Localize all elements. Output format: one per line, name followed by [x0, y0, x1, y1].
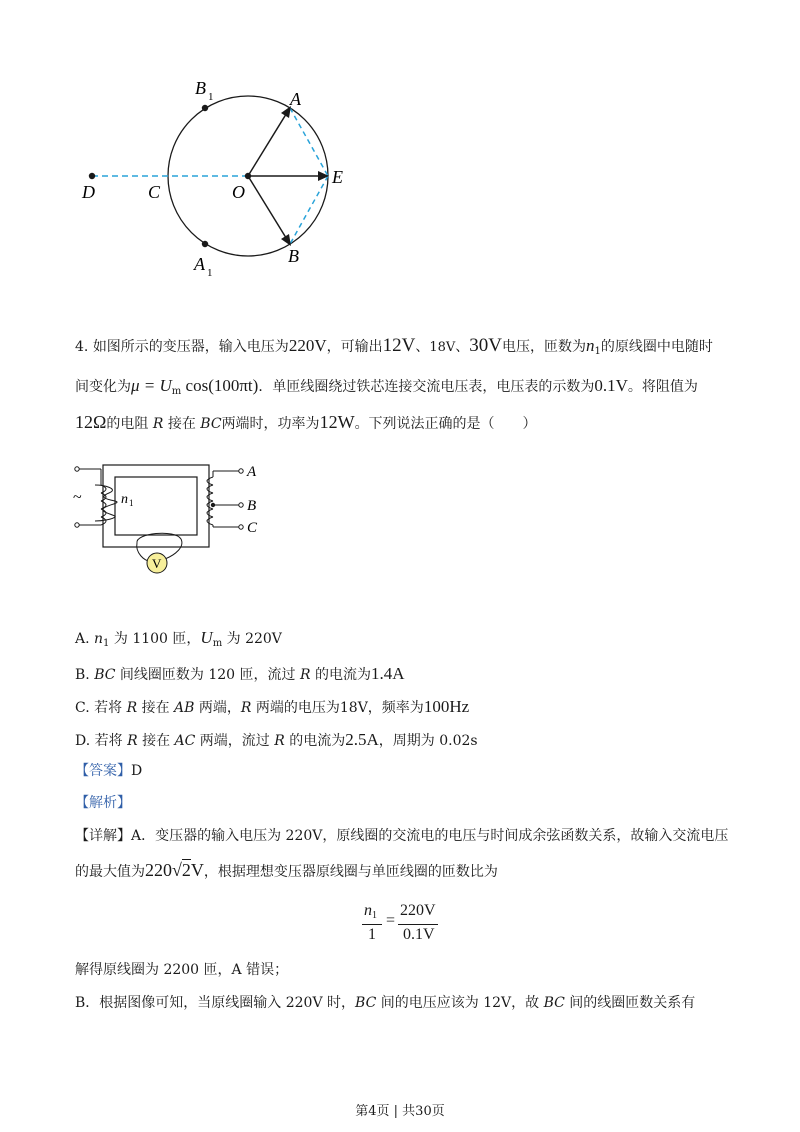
opt-var: AB [174, 700, 195, 716]
opt-text: ，周期为 0.02s [378, 733, 478, 749]
q-text: ，可输出 [326, 339, 383, 355]
q-math: 30V [469, 335, 502, 356]
q-math: n [586, 336, 595, 355]
page-footer [0, 1100, 800, 1119]
question-line-2 [75, 376, 725, 402]
detail-text: 间的线圈匝数关系有 [564, 995, 696, 1011]
label-tilde: ~ [73, 489, 82, 506]
q-text: 两端时，功率为 [221, 416, 320, 432]
q-text: 。下列说法正确的是（ ） [354, 416, 537, 432]
opt-var: R [127, 733, 138, 749]
q-var: BC [200, 416, 222, 432]
opt-sub: 1 [103, 638, 110, 649]
opt-math: 2.5A [345, 730, 379, 749]
q-math: 18V [429, 340, 456, 355]
opt-var: R [126, 700, 138, 716]
frac-num-left [364, 902, 377, 921]
terminal-c [239, 525, 243, 529]
label-a1-sub: 1 [207, 267, 213, 279]
point-o [245, 173, 251, 179]
label-terminal-c: C [247, 520, 258, 536]
q-text: 接在 [167, 416, 196, 432]
circle-vector-figure [60, 70, 380, 290]
voltmeter-label: V [152, 556, 162, 571]
detail-text: 的最大值为 [75, 864, 145, 880]
label-c: C [148, 182, 161, 202]
label-a: A [290, 89, 301, 109]
terminal-b [239, 503, 243, 507]
q-text: 如图所示的变压器，输入电压为 [92, 339, 289, 355]
opt-var: R [300, 667, 311, 683]
opt-text: D. 若将 [75, 733, 128, 749]
q-math: 220V [288, 336, 327, 355]
fraction-bar-left [362, 924, 382, 925]
opt-text: 接在 [137, 733, 175, 749]
vector-o-a [248, 111, 288, 176]
q-text: 、 [415, 339, 430, 355]
detail-line-1 [75, 826, 729, 846]
opt-sub: m [212, 638, 223, 649]
frac-den-left: 1 [368, 926, 376, 943]
q-math: 12V [382, 335, 416, 356]
label-b1: B [195, 78, 206, 98]
q-math: μ [131, 376, 140, 395]
opt-text: 为 1100 匝， [109, 631, 201, 647]
detail-math: 2 [181, 860, 191, 880]
q-math: 12Ω [75, 412, 107, 432]
label-b1-sub: 1 [208, 91, 214, 103]
opt-text: 为 220V [222, 631, 282, 647]
analysis-tag: 【解析】 [75, 795, 131, 811]
terminal-in-1 [75, 467, 79, 471]
terminal-in-2 [75, 523, 79, 527]
q-sub: m [171, 386, 182, 397]
sqrt-symbol: √ [172, 860, 182, 880]
primary-coil [95, 485, 117, 521]
tap-b-dot [211, 503, 215, 507]
q-text: 的原线圈中电随时 [600, 339, 713, 355]
answer-value: D [131, 763, 143, 779]
label-o: O [232, 182, 245, 202]
question-number: 4. [75, 339, 89, 355]
point-a1 [202, 241, 208, 247]
q-text: 电压，匝数为 [502, 339, 586, 355]
answer-tag: 【答案】 [75, 763, 131, 779]
point-d [89, 173, 95, 179]
option-a [75, 628, 725, 654]
opt-var: n [94, 631, 104, 647]
opt-text: 间线圈匝数为 120 匝，流过 [115, 667, 300, 683]
detail-var: BC [355, 995, 377, 1011]
opt-text: 的电流为 [284, 733, 346, 749]
frac-var: n [364, 902, 372, 919]
label-terminal-a: A [247, 464, 257, 480]
frac-den-right: 0.1V [403, 926, 435, 943]
label-n1-sub: 1 [129, 498, 134, 508]
opt-math: 1.4A [371, 664, 405, 683]
label-a1: A [194, 254, 205, 274]
fraction-bar-right [398, 924, 438, 925]
q-text: 的电阻 [106, 416, 149, 432]
opt-math: 100Hz [423, 697, 470, 716]
frac-num-right: 220V [400, 902, 436, 919]
opt-var: R [274, 733, 285, 749]
dashed-line-e-b [290, 176, 328, 244]
detail-text: 解得原线圈为 2200 匝，A 错误； [75, 962, 289, 978]
q-text: 、 [455, 339, 470, 355]
opt-text: C. 若将 [75, 700, 127, 716]
turns-ratio-fraction [360, 900, 470, 950]
page-number: 第4页 | 共30页 [355, 1104, 445, 1119]
detail-text: B．根据图像可知，当原线圈输入 220V 时， [75, 995, 356, 1011]
q-text: 间变化为 [75, 379, 131, 395]
question-line-3 [75, 412, 725, 434]
label-e: E [332, 167, 343, 187]
opt-var: R [240, 700, 252, 716]
opt-text: 两端， [194, 700, 241, 716]
detail-line-2 [75, 860, 725, 882]
q-math: 0.1V [594, 376, 628, 395]
detail-line-4 [75, 993, 725, 1013]
q-math: 12W [319, 412, 355, 432]
terminal-a [239, 469, 243, 473]
label-b: B [288, 246, 299, 266]
q-text: 。将阻值为 [627, 379, 698, 395]
label-n1: n [121, 492, 128, 507]
detail-line-3 [75, 960, 725, 980]
detail-text: 间的电压应该为 12V，故 [376, 995, 544, 1011]
voltmeter-lead [137, 543, 149, 561]
frac-sub: 1 [372, 910, 377, 921]
opt-var: AC [174, 733, 196, 749]
arrowhead-b [281, 234, 291, 246]
question-line-1 [75, 336, 725, 362]
detail-text: ，根据理想变压器原线圈与单匝线圈的匝数比为 [203, 864, 498, 880]
dashed-line-a-e [290, 108, 328, 176]
label-terminal-b: B [247, 498, 257, 514]
opt-text: 接在 [137, 700, 175, 716]
secondary-coil-turns [207, 477, 213, 525]
analysis-line [75, 793, 725, 813]
detail-text: 【详解】A．变压器的输入电压为 220V，原线圈的交流电的电压与时间成余弦函数关系，故输入交流电压 [75, 828, 729, 844]
q-math: cos(100πt) [181, 376, 259, 395]
point-b1 [202, 105, 208, 111]
q-sub: 1 [594, 346, 601, 357]
q-math: = U [139, 376, 172, 395]
answer-line [75, 761, 725, 781]
opt-text: 两端，流过 [195, 733, 275, 749]
detail-math: V [190, 860, 204, 880]
option-b [75, 664, 725, 685]
q-var: R [152, 416, 164, 432]
q-text: ．单匝线圈绕过铁芯连接交流电压表，电压表的示数为 [258, 379, 595, 395]
opt-var: BC [94, 667, 116, 683]
option-d [75, 730, 725, 751]
label-d: D [82, 182, 95, 202]
detail-math: 220 [145, 860, 172, 880]
opt-text: A. [75, 631, 95, 647]
opt-text: B. [75, 667, 95, 683]
opt-text: 两端的电压为18V，频率为 [251, 700, 424, 716]
option-c [75, 697, 725, 718]
transformer-figure [65, 455, 285, 585]
opt-var: U [200, 628, 213, 647]
frac-equals: = [386, 912, 396, 929]
detail-var: BC [543, 995, 565, 1011]
opt-text: 的电流为 [310, 667, 371, 683]
vector-o-b [248, 176, 288, 241]
